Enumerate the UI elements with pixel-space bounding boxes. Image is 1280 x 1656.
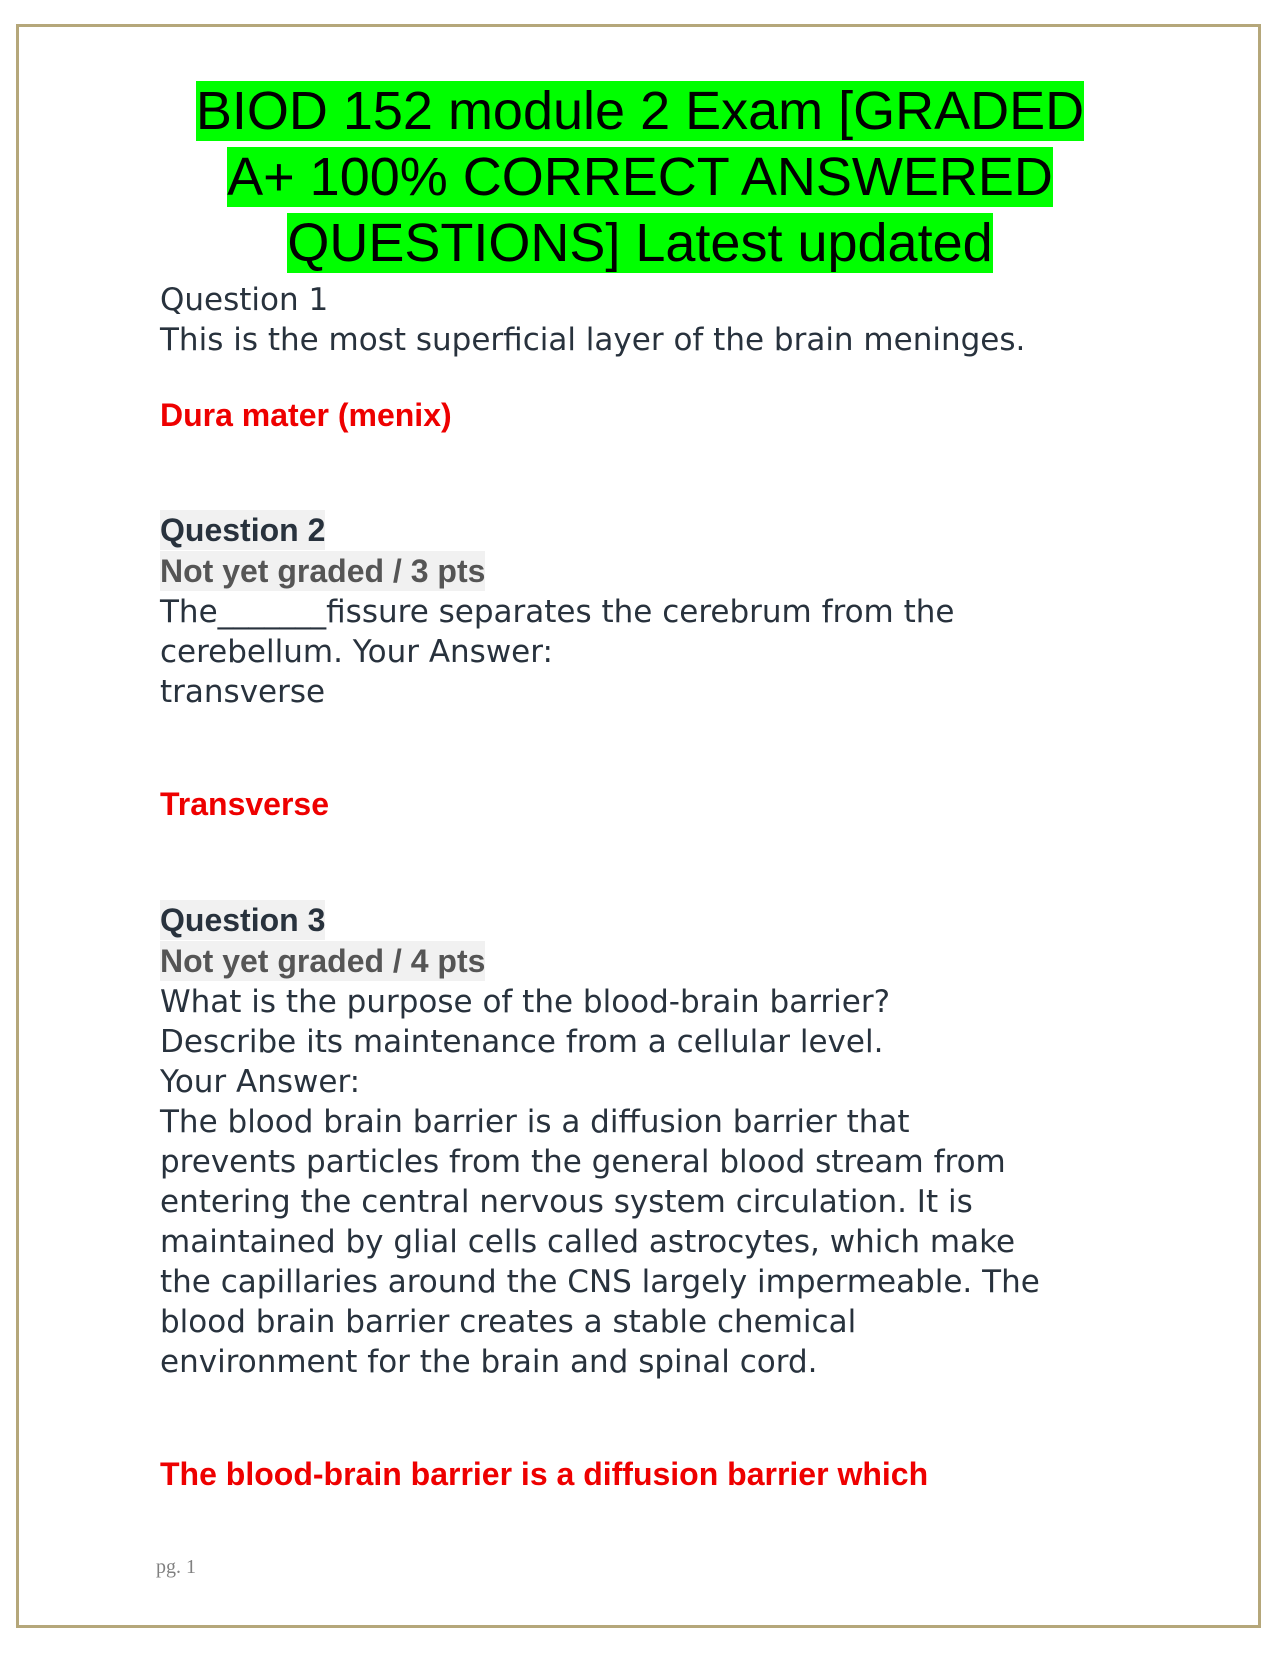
question-3-text-line: The blood brain barrier is a diffusion barrier that	[160, 1104, 910, 1140]
question-3-text-line: Your Answer:	[160, 1064, 361, 1100]
question-3-text-line: entering the central nervous system circulation. It is	[160, 1184, 973, 1220]
document-title	[140, 78, 1140, 276]
question-3-text-line: prevents particles from the general blood stream from	[160, 1144, 1006, 1180]
title-line-3: QUESTIONS] Latest updated	[287, 213, 993, 273]
document-body	[160, 280, 1120, 1494]
title-line-2: A+ 100% CORRECT ANSWERED	[227, 147, 1053, 207]
title-line-1: BIOD 152 module 2 Exam [GRADED	[195, 81, 1085, 141]
question-3-block	[160, 900, 1120, 1494]
question-2-text-line: transverse	[160, 674, 326, 710]
question-3-text-line: blood brain barrier creates a stable chemical	[160, 1304, 857, 1340]
question-2-text-line: The_______fissure separates the cerebrum from the	[160, 594, 955, 630]
question-2-grade: Not yet graded / 3 pts	[160, 553, 486, 589]
question-2-block	[160, 510, 1120, 824]
question-3-text-line: What is the purpose of the blood-brain barrier?	[160, 984, 891, 1020]
page-number: pg. 1	[156, 1556, 196, 1578]
question-3-text-line: Describe its maintenance from a cellular level.	[160, 1024, 884, 1060]
question-3-text-line: maintained by glial cells called astrocytes, which make	[160, 1224, 1016, 1260]
question-3-grade: Not yet graded / 4 pts	[160, 943, 486, 979]
question-1-block	[160, 280, 1120, 435]
question-3-text-line: the capillaries around the CNS largely impermeable. The	[160, 1264, 1040, 1300]
question-1-answer: Dura mater (menix)	[160, 397, 452, 433]
question-1-text: This is the most superficial layer of the brain meninges.	[160, 322, 1026, 358]
question-3-label: Question 3	[160, 902, 326, 938]
question-3-text-line: environment for the brain and spinal cord.	[160, 1344, 818, 1380]
question-1-label: Question 1	[160, 282, 329, 318]
question-2-answer: Transverse	[160, 786, 330, 822]
question-2-text-line: cerebellum. Your Answer:	[160, 634, 553, 670]
question-2-label: Question 2	[160, 512, 326, 548]
question-3-answer: The blood-brain barrier is a diffusion barrier which	[160, 1456, 929, 1492]
